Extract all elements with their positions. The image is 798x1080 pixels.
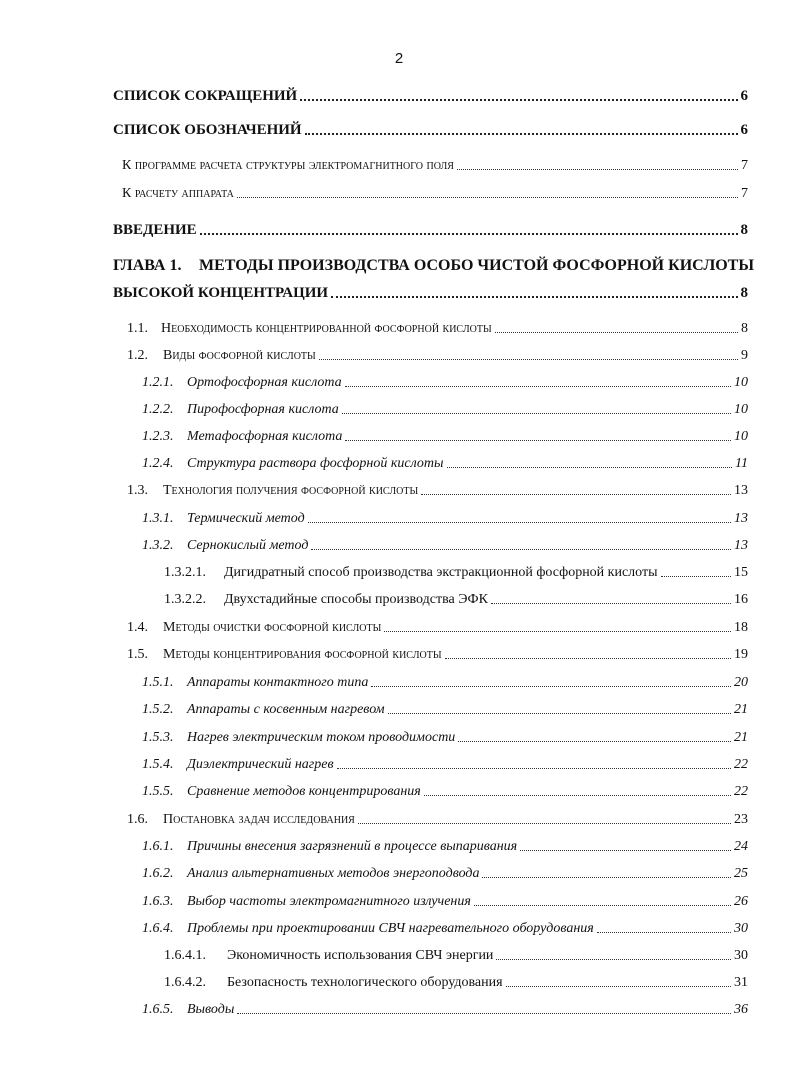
- leader-dots: [200, 231, 738, 235]
- toc-entry-title: Ортофосфорная кислота: [187, 375, 342, 390]
- toc-entry-title: Постановка задач исследования: [163, 812, 355, 827]
- toc-entry-page: 10: [734, 402, 748, 417]
- toc-entry-1-2-3[interactable]: [142, 429, 748, 445]
- toc-entry-title: СПИСОК ОБОЗНАЧЕНИЙ: [113, 122, 302, 138]
- toc-entry-1-6-5[interactable]: [142, 1002, 748, 1018]
- toc-entry-1-3[interactable]: [127, 483, 748, 499]
- toc-entry-title: Технология получения фосфорной кислоты: [163, 483, 419, 498]
- leader-dots: [496, 958, 731, 960]
- leader-dots: [305, 131, 738, 135]
- toc-entry-title: Термический метод: [187, 511, 305, 526]
- toc-entry-title: Структура раствора фосфорной кислоты: [187, 456, 444, 471]
- toc-entry-page: 7: [741, 186, 748, 201]
- leader-dots: [474, 904, 731, 906]
- toc-entry-title: Аппараты контактного типа: [187, 675, 369, 690]
- toc-entry-title: К программе расчета структуры электромагнитного поля: [122, 158, 454, 173]
- toc-entry-number: 1.4.: [127, 620, 148, 635]
- toc-entry-title: Причины внесения загрязнений в процессе выпаривания: [187, 839, 518, 854]
- toc-entry-1-6-2[interactable]: [142, 866, 748, 882]
- toc-entry-number: 1.5.5.: [142, 784, 174, 799]
- toc-entry-1-6-4-2[interactable]: [164, 975, 748, 991]
- toc-entry-title: Сернокислый метод: [187, 538, 309, 553]
- toc-entry-page: 8: [740, 285, 748, 301]
- toc-entry-page: 7: [741, 158, 748, 173]
- toc-entry-chapter1-continued[interactable]: [113, 285, 748, 302]
- toc-entry-1-1[interactable]: [127, 321, 748, 337]
- toc-entry-title: ВВЕДЕНИЕ: [113, 222, 197, 238]
- leader-dots: [491, 602, 731, 604]
- toc-entry-title: Сравнение методов концентрирования: [187, 784, 421, 799]
- toc-entry-number: 1.2.: [127, 348, 148, 363]
- leader-dots: [447, 466, 733, 468]
- toc-entry-number: 1.5.3.: [142, 730, 174, 745]
- leader-dots: [388, 712, 731, 714]
- toc-entry-number: 1.3.2.1.: [164, 565, 206, 580]
- toc-entry-title: МЕТОДЫ ПРОИЗВОДСТВА ОСОБО ЧИСТОЙ ФОСФОРНОЙ КИСЛОТЫ: [199, 257, 755, 274]
- toc-entry-page: 13: [734, 483, 748, 498]
- toc-entry-number: 1.6.3.: [142, 894, 174, 909]
- toc-entry-title: Выбор частоты электромагнитного излучения: [187, 894, 471, 909]
- leader-dots: [482, 876, 731, 878]
- toc-entry-number: 1.6.: [127, 812, 148, 827]
- toc-entry-1-3-2-1[interactable]: [164, 565, 748, 581]
- toc-entry-page: 16: [734, 592, 748, 607]
- toc-entry-page: 10: [734, 429, 748, 444]
- toc-entry-1-2-1[interactable]: [142, 375, 748, 391]
- toc-entry-page: 26: [734, 894, 748, 909]
- leader-dots: [495, 331, 738, 333]
- toc-entry-number: 1.6.1.: [142, 839, 174, 854]
- leader-dots: [345, 439, 731, 441]
- toc-entry-title: Аппараты с косвенным нагревом: [187, 702, 385, 717]
- toc-entry-page: 22: [734, 784, 748, 799]
- toc-entry-number: ГЛАВА 1.: [113, 257, 182, 274]
- toc-entry-page: 21: [734, 702, 748, 717]
- leader-dots: [597, 931, 731, 933]
- leader-dots: [319, 358, 738, 360]
- toc-entry-page: 13: [734, 511, 748, 526]
- toc-entry-page: 22: [734, 757, 748, 772]
- toc-entry-number: 1.6.5.: [142, 1002, 174, 1017]
- toc-entry-number: 1.1.: [127, 321, 148, 336]
- toc-entry-page: 36: [734, 1002, 748, 1017]
- toc-entry-number: 1.2.2.: [142, 402, 174, 417]
- toc-entry-title: Пирофосфорная кислота: [187, 402, 339, 417]
- toc-entry-1-3-2-2[interactable]: [164, 592, 748, 608]
- toc-entry-1-2-4[interactable]: [142, 456, 748, 472]
- toc-entry-page: 20: [734, 675, 748, 690]
- toc-entry-1-5-5[interactable]: [142, 784, 748, 800]
- toc-entry-page: 25: [734, 866, 748, 881]
- toc-entry-title: Безопасность технологического оборудования: [227, 975, 503, 990]
- toc-entry-title: Дигидратный способ производства экстракционной фосфорной кислоты: [224, 565, 658, 580]
- leader-dots: [308, 521, 731, 523]
- toc-entry-number: 1.5.: [127, 647, 148, 662]
- toc-entry-1-5[interactable]: [127, 647, 748, 663]
- toc-entry-title: ВЫСОКОЙ КОНЦЕНТРАЦИИ: [113, 285, 329, 301]
- toc-entry-number: 1.3.2.: [142, 538, 174, 553]
- toc-entry-title: Экономичность использования СВЧ энергии: [227, 948, 494, 963]
- toc-entry-number: 1.5.2.: [142, 702, 174, 717]
- toc-entry-page: 19: [734, 647, 748, 662]
- toc-entry-title: Методы очистки фосфорной кислоты: [163, 620, 382, 635]
- toc-entry-page: 8: [741, 321, 748, 336]
- leader-dots: [421, 493, 731, 495]
- toc-entry-number: 1.3.2.2.: [164, 592, 206, 607]
- toc-entry-1-6-1[interactable]: [142, 839, 748, 855]
- toc-entry-introduction[interactable]: [113, 222, 748, 239]
- toc-entry-1-4[interactable]: [127, 620, 748, 636]
- leader-dots: [520, 849, 731, 851]
- toc-entry-page: 21: [734, 730, 748, 745]
- toc-entry-1-3-1[interactable]: [142, 511, 748, 527]
- toc-entry-page: 31: [734, 975, 748, 990]
- leader-dots: [342, 412, 731, 414]
- toc-entry-page: 11: [735, 456, 748, 471]
- toc-entry-1-6-4[interactable]: [142, 921, 748, 937]
- toc-entry-program[interactable]: [122, 158, 748, 174]
- toc-entry-page: 6: [740, 88, 748, 104]
- leader-dots: [345, 385, 731, 387]
- toc-entry-number: 1.3.: [127, 483, 148, 498]
- toc-entry-1-5-3[interactable]: [142, 730, 748, 746]
- toc-entry-number: 1.2.3.: [142, 429, 174, 444]
- toc-entry-1-2-2[interactable]: [142, 402, 748, 418]
- toc-entry-number: 1.5.4.: [142, 757, 174, 772]
- toc-entry-chapter1[interactable]: [113, 257, 755, 275]
- toc-entry-number: 1.6.4.: [142, 921, 174, 936]
- toc-entry-title: СПИСОК СОКРАЩЕНИЙ: [113, 88, 298, 104]
- toc-entry-page: 15: [734, 565, 748, 580]
- toc-entry-1-6-4-1[interactable]: [164, 948, 748, 964]
- toc-entry-1-2[interactable]: [127, 348, 748, 364]
- toc-entry-title: Анализ альтернативных методов энергоподвода: [187, 866, 480, 881]
- toc-entry-page: 30: [734, 921, 748, 936]
- toc-entry-1-3-2[interactable]: [142, 538, 748, 554]
- toc-entry-number: 1.5.1.: [142, 675, 174, 690]
- toc-entry-page: 10: [734, 375, 748, 390]
- toc-entry-number: 1.6.4.2.: [164, 975, 206, 990]
- toc-entry-abbreviations[interactable]: [113, 88, 748, 105]
- toc-entry-1-5-4[interactable]: [142, 757, 748, 773]
- leader-dots: [311, 548, 731, 550]
- leader-dots: [384, 630, 731, 632]
- toc-entry-notations[interactable]: [113, 122, 748, 139]
- toc-entry-apparatus[interactable]: [122, 186, 748, 202]
- toc-entry-1-6[interactable]: [127, 812, 748, 828]
- toc-entry-page: 30: [734, 948, 748, 963]
- leader-dots: [358, 822, 731, 824]
- toc-entry-number: 1.6.4.1.: [164, 948, 206, 963]
- toc-entry-page: 8: [740, 222, 748, 238]
- toc-entry-page: 9: [741, 348, 748, 363]
- toc-entry-page: 6: [740, 122, 748, 138]
- leader-dots: [371, 685, 731, 687]
- toc-entry-page: 23: [734, 812, 748, 827]
- toc-entry-title: К расчету аппарата: [122, 186, 234, 201]
- toc-entry-number: 1.3.1.: [142, 511, 174, 526]
- toc-entry-title: Выводы: [187, 1002, 235, 1017]
- toc-entry-1-6-3[interactable]: [142, 894, 748, 910]
- toc-entry-title: Виды фосфорной кислоты: [163, 348, 316, 363]
- leader-dots: [445, 657, 731, 659]
- toc-entry-number: 1.6.2.: [142, 866, 174, 881]
- toc-entry-page: 18: [734, 620, 748, 635]
- leader-dots: [661, 575, 731, 577]
- toc-entry-title: Необходимость концентрированной фосфорной кислоты: [161, 321, 492, 336]
- leader-dots: [458, 740, 731, 742]
- leader-dots: [457, 168, 738, 170]
- toc-entry-1-5-2[interactable]: [142, 702, 748, 718]
- page-number: 2: [394, 50, 404, 67]
- toc-entry-1-5-1[interactable]: [142, 675, 748, 691]
- toc-entry-number: 1.2.4.: [142, 456, 174, 471]
- leader-dots: [331, 294, 737, 298]
- toc-entry-page: 13: [734, 538, 748, 553]
- toc-entry-title: Метафосфорная кислота: [187, 429, 343, 444]
- leader-dots: [300, 97, 737, 101]
- leader-dots: [237, 196, 738, 198]
- toc-entry-page: 24: [734, 839, 748, 854]
- leader-dots: [337, 767, 731, 769]
- toc-entry-title: Проблемы при проектировании СВЧ нагревательного оборудования: [187, 921, 594, 936]
- toc-entry-title: Диэлектрический нагрев: [187, 757, 334, 772]
- toc-entry-title: Двухстадийные способы производства ЭФК: [224, 592, 488, 607]
- toc-entry-title: Методы концентрирования фосфорной кислоты: [163, 647, 442, 662]
- toc-entry-title: Нагрев электрическим током проводимости: [187, 730, 456, 745]
- leader-dots: [424, 794, 731, 796]
- toc-entry-number: 1.2.1.: [142, 375, 174, 390]
- leader-dots: [237, 1012, 731, 1014]
- leader-dots: [506, 985, 731, 987]
